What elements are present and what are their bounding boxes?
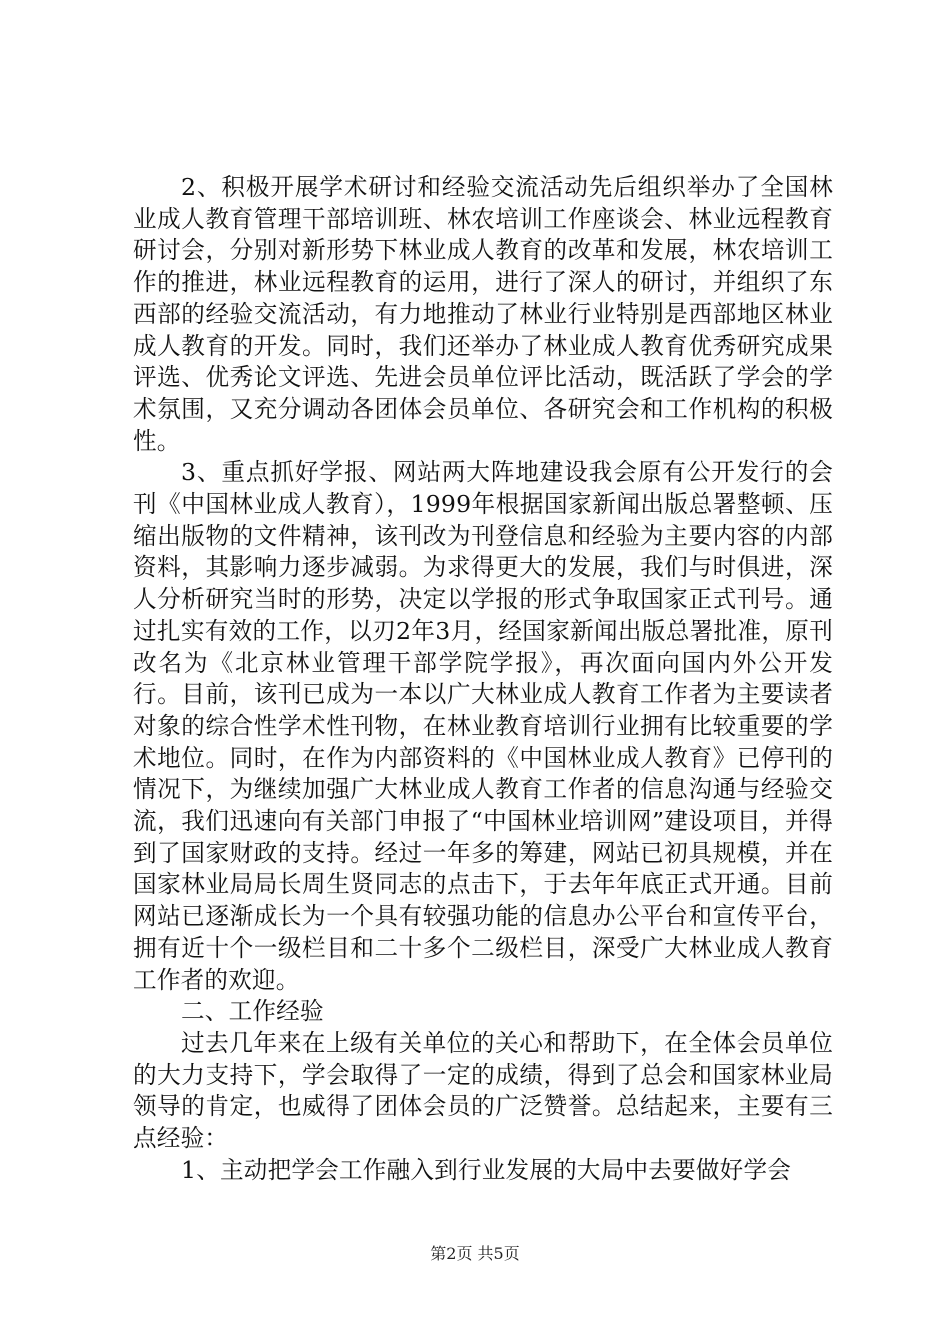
paragraph-first-experience: 1、主动把学会工作融入到行业发展的大局中去要做好学会 <box>181 1155 792 1184</box>
page-number-footer: 第2页 共5页 <box>430 1244 520 1263</box>
section-heading-work-experience: 二、工作经验 <box>181 997 324 1026</box>
document-body <box>133 172 833 1187</box>
paragraph-experience-summary: 过去几年来在上级有关单位的关心和帮助下，在全体会员单位的大力支持下，学会取得了一定的成绩，得到了总会和国家林业局领导的肯定，也威得了团体会员的广泛赞誉。总结起来，主要有三点经验： <box>133 1028 833 1153</box>
paragraph-journal-website: 3、重点抓好学报、网站两大阵地建设我会原有公开发行的会刊《中国林业成人教育），1999年根据国家新闻出版总署整顿、压缩出版物的文件精神，该刊改为刊登信息和经验为主要内容的内部资料，其影响力逐步减弱。为求得更大的发展，我们与时俱进，深人分析研究当时的形势，决定以学报的形式争取国家正式刊号。通过扎实有效的工作，以刃2年3月，经国家新闻出版总署批准，原刊改名为《北京林业管理干部学院学报》，再次面向国内外公开发行。目前，该刊已成为一本以广大林业成人教育工作者为主要读者对象的综合性学术性刊物，在林业教育培训行业拥有比较重要的学术地位。同时，在作为内部资料的《中国林业成人教育》已停刊的情况下，为继续加强广大林业成人教育工作者的信息沟通与经验交流，我们迅速向有关部门申报了“中国林业培训网”建设项目，并得到了国家财政的支持。经过一年多的筹建，网站已初具规模，并在国家林业局局长周生贤同志的点击下，于去年年底正式开通。目前网站已逐渐成长为一个具有较强功能的信息办公平台和宣传平台，拥有近十个一级栏目和二十多个二级栏目，深受广大林业成人教育工作者的欢迎。 <box>133 458 833 994</box>
paragraph-academic-exchange: 2、积极开展学术研讨和经验交流活动先后组织举办了全国林业成人教育管理干部培训班、林农培训工作座谈会、林业远程教育研讨会，分别对新形势下林业成人教育的改革和发展，林农培训工作的推进，林业远程教育的运用，进行了深人的研讨，并组织了东西部的经验交流活动，有力地推动了林业行业特别是西部地区林业成人教育的开发。同时，我们还举办了林业成人教育优秀研究成果评选、优秀论文评选、先进会员单位评比活动，既活跃了学会的学术氛围，又充分调动各团体会员单位、各研究会和工作机构的积极性。 <box>133 173 833 455</box>
